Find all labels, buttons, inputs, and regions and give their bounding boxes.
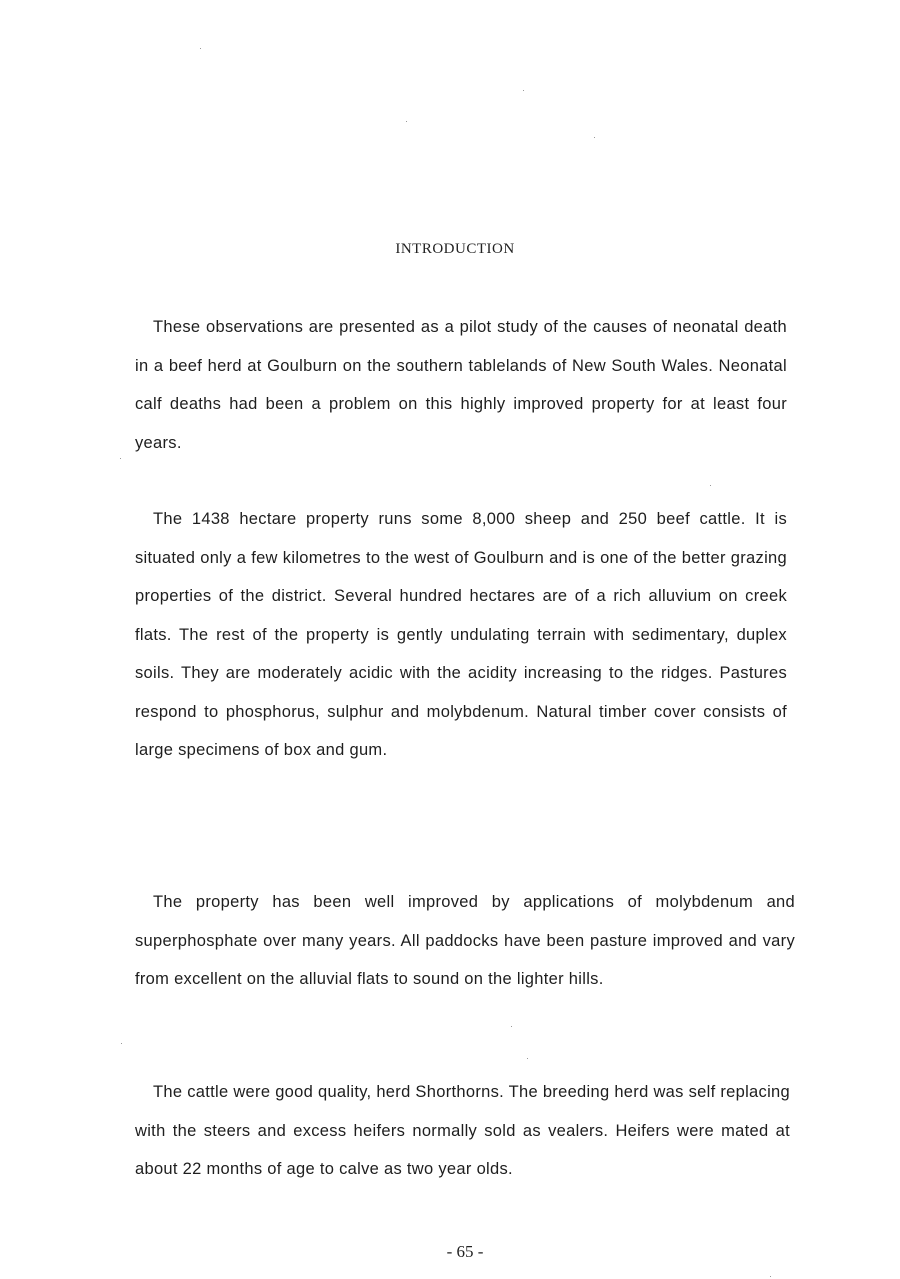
scan-speck bbox=[511, 1026, 512, 1027]
page-number: - 65 - bbox=[446, 1242, 484, 1261]
scan-speck bbox=[406, 121, 407, 122]
scan-speck bbox=[523, 90, 524, 91]
scan-speck bbox=[770, 1276, 771, 1277]
paragraph-cattle-herd: The cattle were good quality, herd Shorthorns. The breeding herd was self replacing with the steers and excess heifers normally sold as vealers. Heifers were mated at about 22 months of age to calve as two year olds. bbox=[135, 1083, 790, 1178]
section-heading: INTRODUCTION bbox=[395, 241, 515, 257]
scan-speck bbox=[200, 48, 201, 49]
scan-speck bbox=[710, 485, 711, 486]
paragraph-pilot-study: These observations are presented as a pilot study of the causes of neonatal death in a beef herd at Goulburn on the southern tablelands of New South Wales. Neonatal calf deaths had been a problem on this highly improved property for at least four years. bbox=[135, 318, 787, 452]
scan-speck bbox=[594, 137, 595, 138]
scan-speck bbox=[120, 458, 121, 459]
scan-speck bbox=[121, 1043, 122, 1044]
paragraph-property-description: The 1438 hectare property runs some 8,000 sheep and 250 beef cattle. It is situated only a few kilometres to the west of Goulburn and is one of the better grazing properties of the district. Several hundred hectares are of a rich alluvium on creek flats. The rest of the property is gently undulating terrain with sedimentary, duplex soils. They are moderately acidic with the acidity increasing to the ridges. Pastures respond to phosphorus, sulphur and molybdenum. Natural timber cover consists of large specimens of box and gum. bbox=[135, 510, 787, 759]
paragraph-pasture-improvement: The property has been well improved by applications of molybdenum and superphosphate over many years. All paddocks have been pasture improved and vary from excellent on the alluvial flats to sound on the lighter hills. bbox=[135, 893, 795, 988]
scan-speck bbox=[527, 1058, 528, 1059]
